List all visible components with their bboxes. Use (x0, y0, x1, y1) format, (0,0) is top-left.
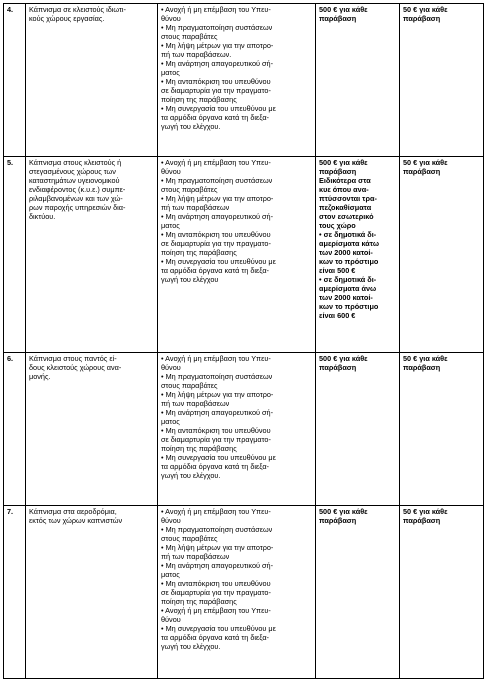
text-line: παράβαση (319, 167, 357, 176)
text-line: παράβαση (403, 14, 441, 23)
text-line: σε διαμαρτυρία για την πραγματο- (161, 239, 271, 248)
text-line: παράβαση (319, 14, 357, 23)
text-line: ποίηση της παράβασης (161, 95, 237, 104)
text-line: γωγή του ελέγχου (161, 275, 219, 284)
text-line: θύνου (161, 516, 181, 525)
text-line: τα αρμόδια όργανα κατά τη διεξα- (161, 266, 269, 275)
text-line: • Μη ανάρτηση απαγορευτικού σή- (161, 59, 274, 68)
text-line: στους παραβάτες (161, 185, 218, 194)
text-line: Κάπνισμα σε κλειστούς ιδιωτι- (29, 5, 126, 14)
table-row (4, 157, 484, 353)
text-line: • Μη ανταπόκριση του υπευθύνου (161, 579, 271, 588)
violations-cell (158, 506, 316, 679)
secondary-fine-cell (400, 506, 484, 679)
text-line: στον εσωτερικό (319, 212, 374, 221)
text-line: • Μη συνεργασία του υπευθύνου με (161, 453, 276, 462)
fine-cell (316, 353, 400, 506)
text-line: πεζοκαθίσματα (319, 203, 372, 212)
text-line: ματος (161, 417, 180, 426)
text-line: ποίηση της παράβασης (161, 248, 237, 257)
text-line: • Μη συνεργασία του υπευθύνου με (161, 257, 276, 266)
text-line: σε διαμαρτυρία για την πραγματο- (161, 588, 271, 597)
text-line: μονής. (29, 372, 51, 381)
text-line: • Μη λήψη μέτρων για την αποτρο- (161, 41, 274, 50)
text-line: των 2000 κατοί- (319, 293, 373, 302)
violations-cell (158, 157, 316, 353)
text-line: παράβαση (403, 516, 441, 525)
text-line: ενδιαφέροντος (κ.υ.ε.) συμπε- (29, 185, 126, 194)
text-line: τους χώρο (319, 221, 356, 230)
text-line: σε διαμαρτυρία για την πραγματο- (161, 86, 271, 95)
violations-cell (158, 4, 316, 157)
text-line: πή των παραβάσεων. (161, 50, 232, 59)
text-line: δικτύου. (29, 212, 56, 221)
text-line: των 2000 κατοί- (319, 248, 373, 257)
text-line: πή των παραβάσεων (161, 552, 230, 561)
text-line: • Μη πραγματοποίηση συστάσεων (161, 372, 273, 381)
text-line: 50 € για κάθε (403, 507, 448, 516)
text-line: • Μη ανάρτηση απαγορευτικού σή- (161, 561, 274, 570)
penalties-table (3, 3, 484, 679)
text-line: τα αρμόδια όργανα κατά τη διεξα- (161, 113, 269, 122)
text-line: παράβαση (403, 167, 441, 176)
text-line: θύνου (161, 363, 181, 372)
text-line: Κάπνισμα στους παντός εί- (29, 354, 117, 363)
secondary-fine-cell (400, 157, 484, 353)
row-number: 6. (4, 353, 26, 506)
text-line: κων το πρόστιμο (319, 257, 379, 266)
text-line: • Ανοχή ή μη επέμβαση του Υπευ- (161, 354, 271, 363)
row-number: 4. (4, 4, 26, 157)
text-line: • Μη λήψη μέτρων για την αποτρο- (161, 543, 274, 552)
text-line: • σε δημοτικά δι- (319, 275, 377, 284)
row-number: 7. (4, 506, 26, 679)
fine-cell (316, 157, 400, 353)
text-line: κων το πρόστιμο (319, 302, 379, 311)
offence-description-cell (26, 506, 158, 679)
text-line: • Ανοχή ή μη επέμβαση του Υπευ- (161, 606, 271, 615)
text-line: 50 € για κάθε (403, 5, 448, 14)
text-line: Κάπνισμα στους κλειστούς ή (29, 158, 122, 167)
text-line: στεγασμένους χώρους των (29, 167, 116, 176)
text-line: είναι 500 € (319, 266, 356, 275)
text-line: • Ανοχή ή μη επέμβαση του Υπευ- (161, 158, 271, 167)
text-line: • Μη πραγματοποίηση συστάσεων (161, 525, 273, 534)
text-line: θύνου (161, 14, 181, 23)
text-line: πή των παραβάσεων (161, 203, 230, 212)
fine-cell (316, 506, 400, 679)
text-line: καταστημάτων υγειονομικού (29, 176, 120, 185)
text-line: • Μη λήψη μέτρων για την αποτρο- (161, 194, 274, 203)
text-line: αμερίσματα άνω (319, 284, 377, 293)
text-line: ρων παροχής υπηρεσιών δια- (29, 203, 126, 212)
text-line: είναι 600 € (319, 311, 356, 320)
text-line: • Μη πραγματοποίηση συστάσεων (161, 176, 273, 185)
text-line: ριλαμβανομένων και των χώ- (29, 194, 123, 203)
text-line: 500 € για κάθε (319, 5, 368, 14)
text-line: • Μη ανάρτηση απαγορευτικού σή- (161, 408, 274, 417)
text-line: στους παραβάτες (161, 32, 218, 41)
text-line: • Μη συνεργασία του υπευθύνου με (161, 624, 276, 633)
text-line: στους παραβάτες (161, 381, 218, 390)
text-line: τα αρμόδια όργανα κατά τη διεξα- (161, 633, 269, 642)
text-line: στους παραβάτες (161, 534, 218, 543)
text-line: ματος (161, 570, 180, 579)
secondary-fine-cell (400, 353, 484, 506)
text-line: πή των παραβάσεων (161, 399, 230, 408)
text-line: γωγή του ελέγχου. (161, 122, 221, 131)
text-line: ποίηση της παράβασης (161, 597, 237, 606)
table-row (4, 506, 484, 679)
text-line: θύνου (161, 615, 181, 624)
text-line: παράβαση (403, 363, 441, 372)
text-line: • Ανοχή ή μη επέμβαση του Υπευ- (161, 507, 271, 516)
text-line: σε διαμαρτυρία για την πραγματο- (161, 435, 271, 444)
text-line: • Μη λήψη μέτρων για την αποτρο- (161, 390, 274, 399)
text-line: 500 € για κάθε (319, 507, 368, 516)
penalties-table-body (4, 4, 484, 679)
text-line: ποίηση της παράβασης (161, 444, 237, 453)
text-line: • Μη συνεργασία του υπευθύνου με (161, 104, 276, 113)
text-line: παράβαση (319, 363, 357, 372)
secondary-fine-cell (400, 4, 484, 157)
table-row (4, 4, 484, 157)
text-line: εκτός των χώρων καπνιστών (29, 516, 123, 525)
text-line: • Μη ανάρτηση απαγορευτικού σή- (161, 212, 274, 221)
text-line: θύνου (161, 167, 181, 176)
text-line: 500 € για κάθε (319, 158, 368, 167)
text-line: ματος (161, 221, 180, 230)
text-line: • σε δημοτικά δι- (319, 230, 377, 239)
text-line: γωγή του ελέγχου. (161, 471, 221, 480)
text-line: τα αρμόδια όργανα κατά τη διεξα- (161, 462, 269, 471)
text-line: • Μη ανταπόκριση του υπευθύνου (161, 230, 271, 239)
text-line: • Μη ανταπόκριση του υπευθύνου (161, 426, 271, 435)
text-line: κούς χώρους εργασίας. (29, 14, 105, 23)
text-line: πτύσσονται τρα- (319, 194, 377, 203)
offence-description-cell (26, 157, 158, 353)
text-line: αμερίσματα κάτω (319, 239, 379, 248)
text-line: Ειδικότερα στα (319, 176, 371, 185)
offence-description-cell (26, 4, 158, 157)
table-row (4, 353, 484, 506)
text-line: • Μη ανταπόκριση του υπευθύνου (161, 77, 271, 86)
text-line: ματος (161, 68, 180, 77)
text-line: • Μη πραγματοποίηση συστάσεων (161, 23, 273, 32)
text-line: δους κλειστούς χώρους ανα- (29, 363, 122, 372)
text-line: 500 € για κάθε (319, 354, 368, 363)
text-line: 50 € για κάθε (403, 354, 448, 363)
violations-cell (158, 353, 316, 506)
row-number: 5. (4, 157, 26, 353)
text-line: κυε όπου ανα- (319, 185, 369, 194)
text-line: • Ανοχή ή μη επέμβαση του Υπευ- (161, 5, 271, 14)
text-line: 50 € για κάθε (403, 158, 448, 167)
text-line: γωγή του ελέγχου. (161, 642, 221, 651)
fine-cell (316, 4, 400, 157)
offence-description-cell (26, 353, 158, 506)
text-line: Κάπνισμα στα αεροδρόμια, (29, 507, 117, 516)
text-line: παράβαση (319, 516, 357, 525)
